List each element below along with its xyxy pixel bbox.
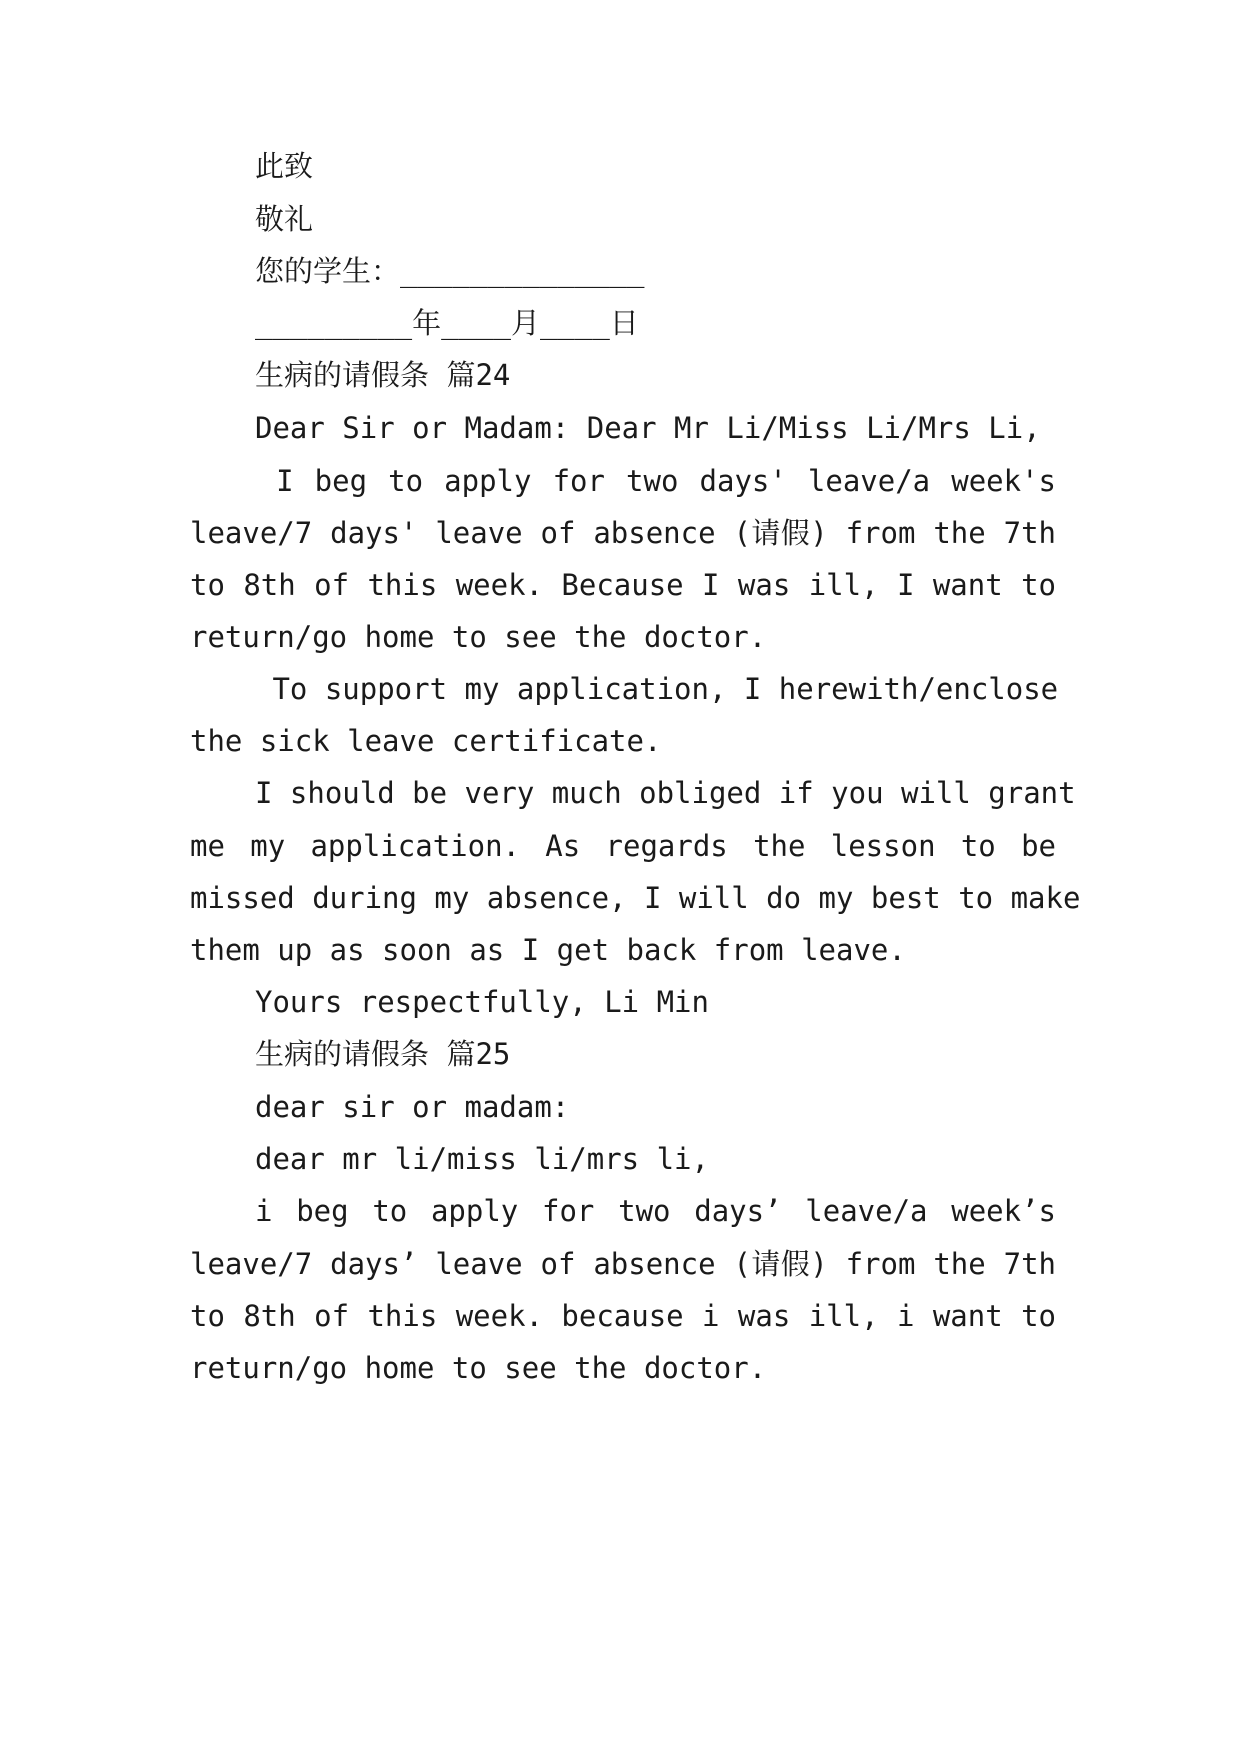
paragraph-line: leave/7 days’ leave of absence (请假) from the 7th	[190, 1247, 1056, 1281]
signoff-24: Yours respectfully, Li Min	[255, 985, 709, 1019]
paragraph-line: i beg to apply for two days’ leave/a week’s	[255, 1194, 1056, 1228]
salutation-25-a: dear sir or madam:	[255, 1090, 570, 1124]
paragraph-line: I should be very much obliged if you will grant	[255, 776, 1076, 810]
closing-ci-zhi: 此致	[255, 149, 314, 183]
paragraph-line: To support my application, I herewith/enclose	[255, 672, 1059, 706]
paragraph-line: to 8th of this week. Because I was ill, I want to	[190, 568, 1056, 602]
paragraph-line: return/go home to see the doctor.	[190, 620, 767, 654]
paragraph-line: to 8th of this week. because i was ill, i want to	[190, 1299, 1056, 1333]
student-signature-line: 您的学生：______________	[255, 254, 645, 288]
paragraph-line: missed during my absence, I will do my best to make	[190, 881, 1081, 915]
salutation-25-b: dear mr li/miss li/mrs li,	[255, 1142, 709, 1176]
section-heading-25: 生病的请假条 篇25	[255, 1037, 511, 1071]
salutation-24: Dear Sir or Madam: Dear Mr Li/Miss Li/Mrs Li,	[255, 411, 1041, 445]
paragraph-line: them up as soon as I get back from leave.	[190, 933, 906, 967]
paragraph-line: I beg to apply for two days' leave/a week's	[255, 464, 1056, 498]
paragraph-line: me my application. As regards the lesson to be	[190, 829, 1056, 863]
date-line: _________年____月____日	[255, 306, 639, 340]
paragraph-line: leave/7 days' leave of absence (请假) from the 7th	[190, 516, 1056, 550]
paragraph-line: return/go home to see the doctor.	[190, 1351, 767, 1385]
section-heading-24: 生病的请假条 篇24	[255, 358, 511, 392]
closing-jing-li: 敬礼	[255, 202, 314, 236]
paragraph-line: the sick leave certificate.	[190, 724, 662, 758]
